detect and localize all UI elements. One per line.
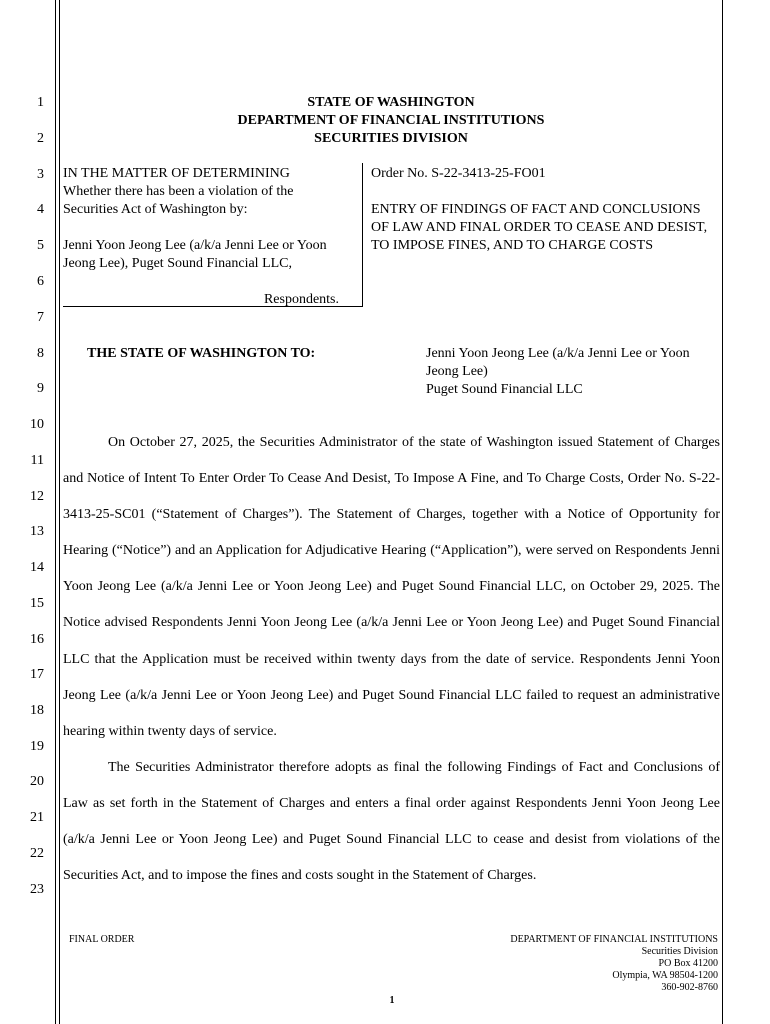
left-margin-rule-inner bbox=[59, 0, 60, 1024]
line-number: 11 bbox=[30, 453, 44, 468]
line-number: 5 bbox=[37, 238, 44, 253]
caption-divider-vertical bbox=[362, 163, 363, 306]
line-number: 10 bbox=[30, 417, 44, 432]
respondents-label: Respondents. bbox=[263, 292, 339, 307]
addressee-label: THE STATE OF WASHINGTON TO: bbox=[87, 346, 316, 361]
footer-title: FINAL ORDER bbox=[69, 934, 135, 945]
line-number: 8 bbox=[37, 346, 44, 361]
document-body bbox=[63, 425, 720, 894]
footer-department: DEPARTMENT OF FINANCIAL INSTITUTIONS bbox=[510, 934, 718, 945]
footer-address bbox=[510, 934, 718, 994]
matter-line: IN THE MATTER OF DETERMINING bbox=[63, 166, 290, 181]
line-number: 23 bbox=[30, 882, 44, 897]
order-number: Order No. S-22-3413-25-FO01 bbox=[371, 166, 546, 181]
line-number: 16 bbox=[30, 632, 44, 647]
line-number: 17 bbox=[30, 667, 44, 682]
line-number: 6 bbox=[37, 274, 44, 289]
footer-division: Securities Division bbox=[641, 946, 718, 957]
line-number: 20 bbox=[30, 774, 44, 789]
header-division: SECURITIES DIVISION bbox=[314, 131, 468, 146]
footer-po-box: PO Box 41200 bbox=[658, 958, 718, 969]
header-state: STATE OF WASHINGTON bbox=[307, 95, 475, 110]
caption-divider-horizontal bbox=[63, 306, 363, 307]
footer-phone: 360-902-8760 bbox=[661, 982, 718, 993]
line-number: 13 bbox=[30, 524, 44, 539]
line-number: 1 bbox=[37, 95, 44, 110]
line-number: 7 bbox=[37, 310, 44, 325]
parties-text: Jenni Yoon Jeong Lee (a/k/a Jenni Lee or Yoon Jeong Lee), Puget Sound Financial LLC, bbox=[63, 238, 327, 271]
addressee-names bbox=[426, 345, 718, 399]
line-number: 14 bbox=[30, 560, 44, 575]
line-number: 18 bbox=[30, 703, 44, 718]
line-number: 2 bbox=[37, 131, 44, 146]
line-number: 9 bbox=[37, 381, 44, 396]
line-number: 12 bbox=[30, 489, 44, 504]
addressee-name: Jenni Yoon Jeong Lee (a/k/a Jenni Lee or Yoon Jeong Lee) bbox=[426, 346, 690, 379]
header-department: DEPARTMENT OF FINANCIAL INSTITUTIONS bbox=[237, 113, 545, 128]
matter-line: Whether there has been a violation of the bbox=[63, 184, 294, 199]
line-number: 4 bbox=[37, 202, 44, 217]
matter-line: Securities Act of Washington by: bbox=[63, 202, 248, 217]
case-caption-right bbox=[371, 165, 716, 255]
addressee-name: Puget Sound Financial LLC bbox=[426, 382, 583, 397]
left-margin-rule-outer bbox=[55, 0, 56, 1024]
line-number: 15 bbox=[30, 596, 44, 611]
footer-city: Olympia, WA 98504-1200 bbox=[612, 970, 718, 981]
line-number: 19 bbox=[30, 739, 44, 754]
case-caption-left bbox=[63, 165, 361, 309]
body-paragraph: The Securities Administrator therefore adopts as final the following Findings of Fact and Conclusions of Law as set forth in the Statement of Charges and enters a final order against Respondents Jenni Yoon Jeong Lee (a/k/a Jenni Lee or Yoon Jeong Lee) and Puget Sound Financial LLC to cease and desist from violations of the Securities Act, and to impose the fines and costs sought in the Statement of Charges. bbox=[63, 759, 720, 884]
body-paragraph: On October 27, 2025, the Securities Administrator of the state of Washington issued Statement of Charges and Notice of Intent To Enter Order To Cease And Desist, To Impose A Fine, and To Charge Costs, Order No. S-22-3413-25-SC01 (“Statement of Charges”). The Statement of Charges, together with a Notice of Opportunity for Hearing (“Notice”) and an Application for Adjudicative Hearing (“Application”), were served on Respondents Jenni Yoon Jeong Lee (a/k/a Jenni Lee or Yoon Jeong Lee) and Puget Sound Financial LLC, on October 29, 2025. The Notice advised Respondents Jenni Yoon Jeong Lee (a/k/a Jenni Lee or Yoon Jeong Lee) and Puget Sound Financial LLC that the Application must be received within twenty days from the date of service. Respondents Jenni Yoon Jeong Lee (a/k/a Jenni Lee or Yoon Jeong Lee) and Puget Sound Financial LLC failed to request an administrative hearing within twenty days of service. bbox=[63, 435, 720, 739]
line-number: 22 bbox=[30, 846, 44, 861]
page-number: 1 bbox=[389, 995, 395, 1006]
document-header bbox=[60, 94, 722, 148]
line-number: 21 bbox=[30, 810, 44, 825]
line-number: 3 bbox=[37, 167, 44, 182]
order-title: ENTRY OF FINDINGS OF FACT AND CONCLUSIONS OF LAW AND FINAL ORDER TO CEASE AND DESIST, TO IMPOSE FINES, AND TO CHARGE COSTS bbox=[371, 202, 708, 253]
right-margin-rule bbox=[722, 0, 723, 1024]
